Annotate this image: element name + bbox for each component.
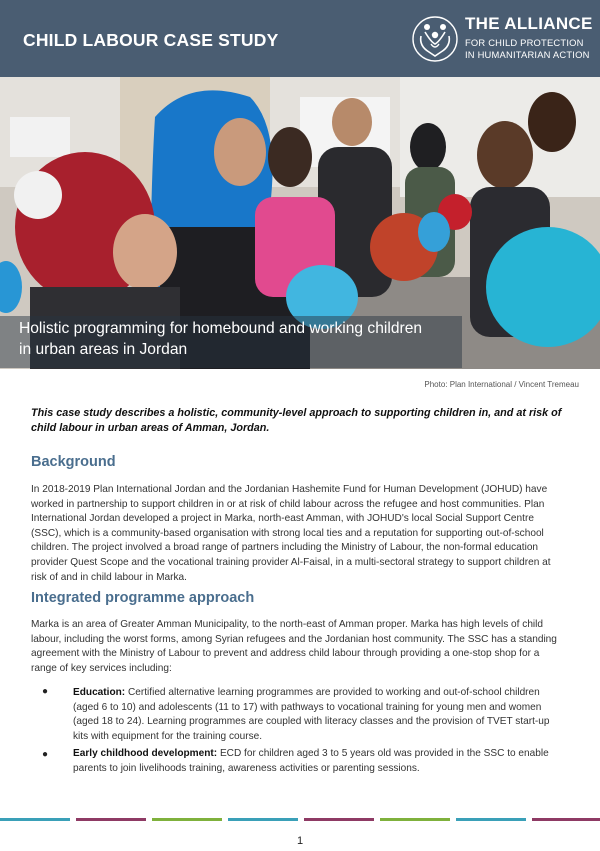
org-subtitle-1: FOR CHILD PROTECTION: [465, 37, 584, 48]
photo-credit: Photo: Plan International / Vincent Tremeau: [424, 380, 579, 389]
footer-segment: [152, 818, 222, 821]
document-title: CHILD LABOUR CASE STUDY: [23, 30, 279, 50]
integrated-approach-paragraph: Marka is an area of Greater Amman Municipality, to the north-east of Amman proper. Marka has high levels of child labour, including the worst forms, among Syrian refugees and the Jordanian host community. The SSC has a standing agreement with the Ministry of Labour to prevent and address child labour through providing a one-stop shop for a range of key services including:: [31, 619, 557, 674]
hero-caption-line-1: Holistic programming for homebound and working children: [19, 320, 423, 337]
footer-segment: [0, 818, 70, 821]
footer-segment: [76, 818, 146, 821]
bullet-dot: ●: [42, 749, 49, 760]
background-paragraph: In 2018-2019 Plan International Jordan and the Jordanian Hashemite Fund for Human Development (JOHUD) have worked in partnership to support children in or at risk of child labour across the refugee and host communities. Plan International Jordan developed a project in Marka, north-east Amman, with JOHUD's local Social Support Centre (SSC), which is a community-based organisation with strong local ties and a reputation for supporting out-of-school children. The project involved a broad range of partners including the Ministry of Labour, the non-formal education provider Quest Scope and the vocational training provider Al-Faisal, in a multi-sectoral strategy to support children at risk of and in child labour in Marka.: [31, 484, 551, 583]
integrated-approach-heading: Integrated programme approach: [31, 590, 255, 606]
footer-segment: [532, 818, 600, 821]
org-subtitle-2: IN HUMANITARIAN ACTION: [465, 49, 590, 60]
page-number: 1: [296, 835, 304, 847]
intro-summary: This case study describes a holistic, community-level approach to supporting children in, and at risk of child labour in urban areas of Amman, Jordan.: [31, 407, 562, 434]
background-heading: Background: [31, 454, 116, 470]
bullet-item-ecd: [73, 747, 565, 776]
bullet-item-education: [73, 686, 565, 744]
bullet-text: Certified alternative learning programmes are provided to working and out-of-school children (aged 6 to 10) and adolescents (11 to 17) with pathways to vocational training for young men and women (aged 18 to 24). Learning programmes are coupled with literacy classes and the provision of TVET start-up kits with equipment for the training course.: [73, 687, 550, 742]
bullet-label: Education:: [73, 687, 126, 698]
org-name: THE ALLIANCE: [465, 14, 593, 33]
footer-segment: [380, 818, 450, 821]
bullet-dot: ●: [42, 686, 49, 697]
bullet-label: Early childhood development:: [73, 748, 218, 759]
header-banner: [0, 0, 600, 77]
footer-segment: [304, 818, 374, 821]
bullet-text: ECD for children aged 3 to 5 years old was provided in the SSC to enable parents to join livelihoods training, awareness activities or parenting sessions.: [73, 748, 549, 774]
footer-segment: [228, 818, 298, 821]
hero-caption-line-2: in urban areas in Jordan: [19, 341, 188, 358]
alliance-logo-icon: [411, 14, 459, 64]
footer-segment: [456, 818, 526, 821]
